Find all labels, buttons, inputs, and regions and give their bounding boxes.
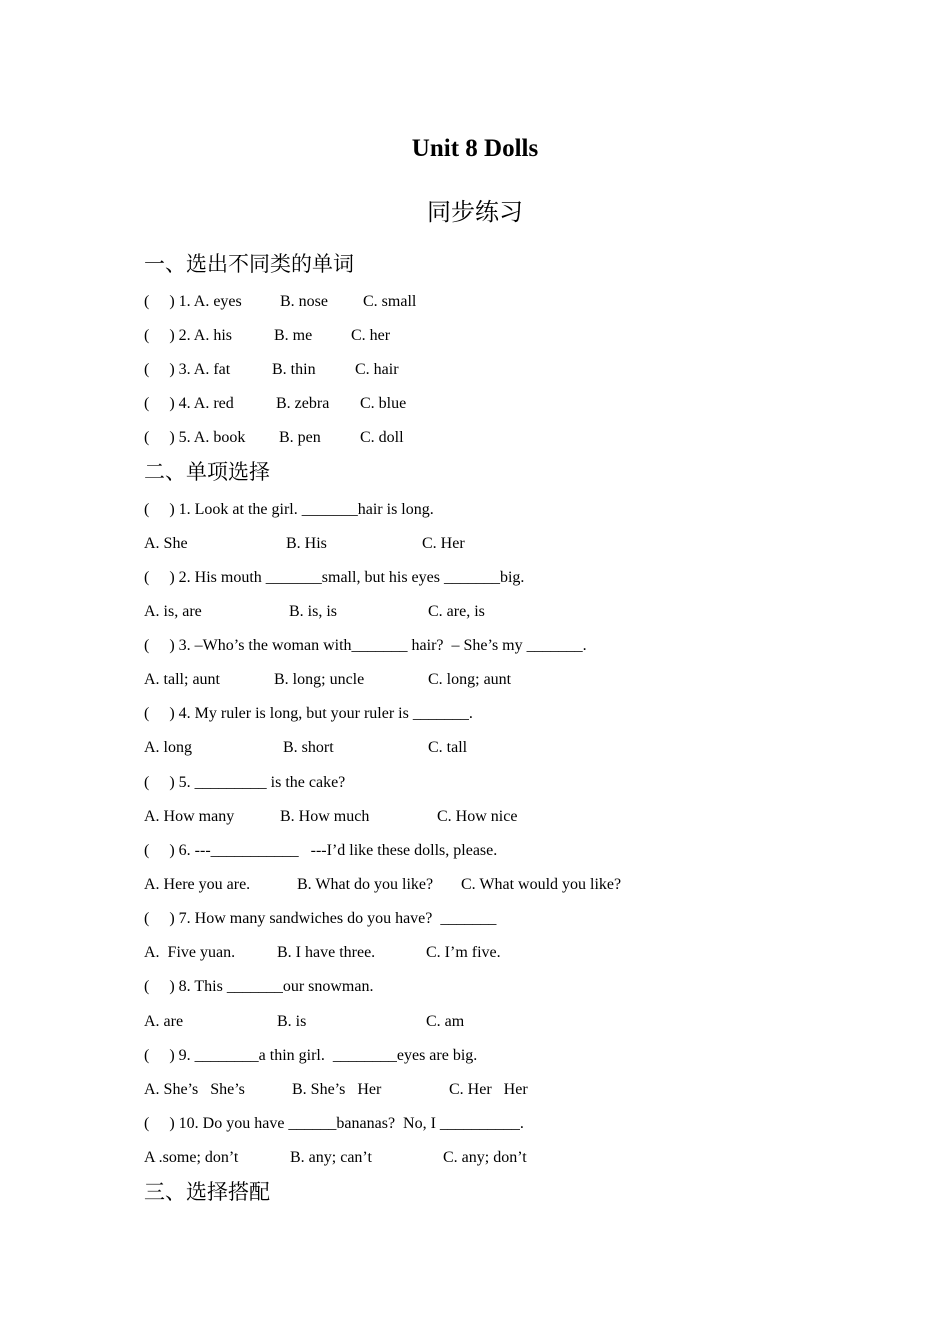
question-text: ( ) 10. Do you have ______bananas? No, I __________.: [144, 1115, 524, 1132]
option-b: B. short: [283, 739, 334, 756]
option-c: C. hair: [355, 361, 399, 378]
option-a: A. She: [144, 535, 188, 552]
section-2-heading: 二、单项选择: [144, 460, 270, 484]
section-3-heading: 三、选择搭配: [144, 1180, 270, 1204]
option-a: A. How many: [144, 808, 235, 825]
question-text: ( ) 1. Look at the girl. _______hair is long.: [144, 501, 434, 518]
option-a: A. are: [144, 1013, 184, 1030]
document-title: Unit 8 Dolls: [411, 135, 539, 162]
option-c: C. her: [351, 327, 391, 344]
option-b: B. is, is: [289, 603, 338, 620]
option-a: A .some; don’t: [144, 1149, 239, 1166]
option-b: B. thin: [272, 361, 316, 378]
option-c: C. Her: [422, 535, 465, 552]
option-c: C. small: [363, 293, 417, 310]
option-c: C. long; aunt: [428, 671, 512, 688]
option-b: B. She’s Her: [292, 1081, 382, 1098]
option-c: C. Her Her: [449, 1081, 528, 1098]
question-text: ( ) 3. –Who’s the woman with_______ hair? – She’s my _______.: [144, 637, 587, 654]
option-b: B. is: [277, 1013, 307, 1030]
option-c: C. blue: [360, 395, 407, 412]
option-b: B. me: [274, 327, 313, 344]
option-c: C. tall: [428, 739, 468, 756]
question-text: ( ) 8. This _______our snowman.: [144, 978, 374, 995]
option-a: A. Five yuan.: [144, 944, 236, 961]
option-b: B. What do you like?: [297, 876, 434, 893]
question-text: ( ) 4. My ruler is long, but your ruler is _______.: [144, 705, 473, 722]
option-b: B. long; uncle: [274, 671, 365, 688]
question-text: ( ) 7. How many sandwiches do you have? _______: [144, 910, 497, 927]
item-stem: ( ) 3. A. fat: [144, 361, 231, 378]
question-text: ( ) 2. His mouth _______small, but his eyes _______big.: [144, 569, 525, 586]
option-c: C. am: [426, 1013, 465, 1030]
option-a: A. Here you are.: [144, 876, 251, 893]
option-b: B. nose: [280, 293, 328, 310]
option-b: B. zebra: [276, 395, 330, 412]
question-text: ( ) 9. ________a thin girl. ________eyes are big.: [144, 1047, 478, 1064]
section-1-heading: 一、选出不同类的单词: [144, 252, 354, 276]
item-stem: ( ) 2. A. his: [144, 327, 232, 344]
item-stem: ( ) 1. A. eyes: [144, 293, 242, 310]
option-a: A. is, are: [144, 603, 202, 620]
question-text: ( ) 5. _________ is the cake?: [144, 774, 346, 791]
question-text: ( ) 6. ---___________ ---I’d like these dolls, please.: [144, 842, 498, 859]
option-b: B. any; can’t: [290, 1149, 372, 1166]
item-stem: ( ) 5. A. book: [144, 429, 246, 446]
option-a: A. tall; aunt: [144, 671, 220, 688]
option-c: C. are, is: [428, 603, 485, 620]
option-b: B. His: [286, 535, 327, 552]
option-b: B. How much: [280, 808, 370, 825]
option-a: A. She’s She’s: [144, 1081, 245, 1098]
item-stem: ( ) 4. A. red: [144, 395, 234, 412]
option-b: B. pen: [279, 429, 321, 446]
option-a: A. long: [144, 739, 192, 756]
option-b: B. I have three.: [277, 944, 376, 961]
option-c: C. I’m five.: [426, 944, 501, 961]
option-c: C. What would you like?: [461, 876, 622, 893]
option-c: C. any; don’t: [443, 1149, 527, 1166]
option-c: C. doll: [360, 429, 404, 446]
document-subtitle: 同步练习: [427, 198, 523, 226]
option-c: C. How nice: [437, 808, 518, 825]
